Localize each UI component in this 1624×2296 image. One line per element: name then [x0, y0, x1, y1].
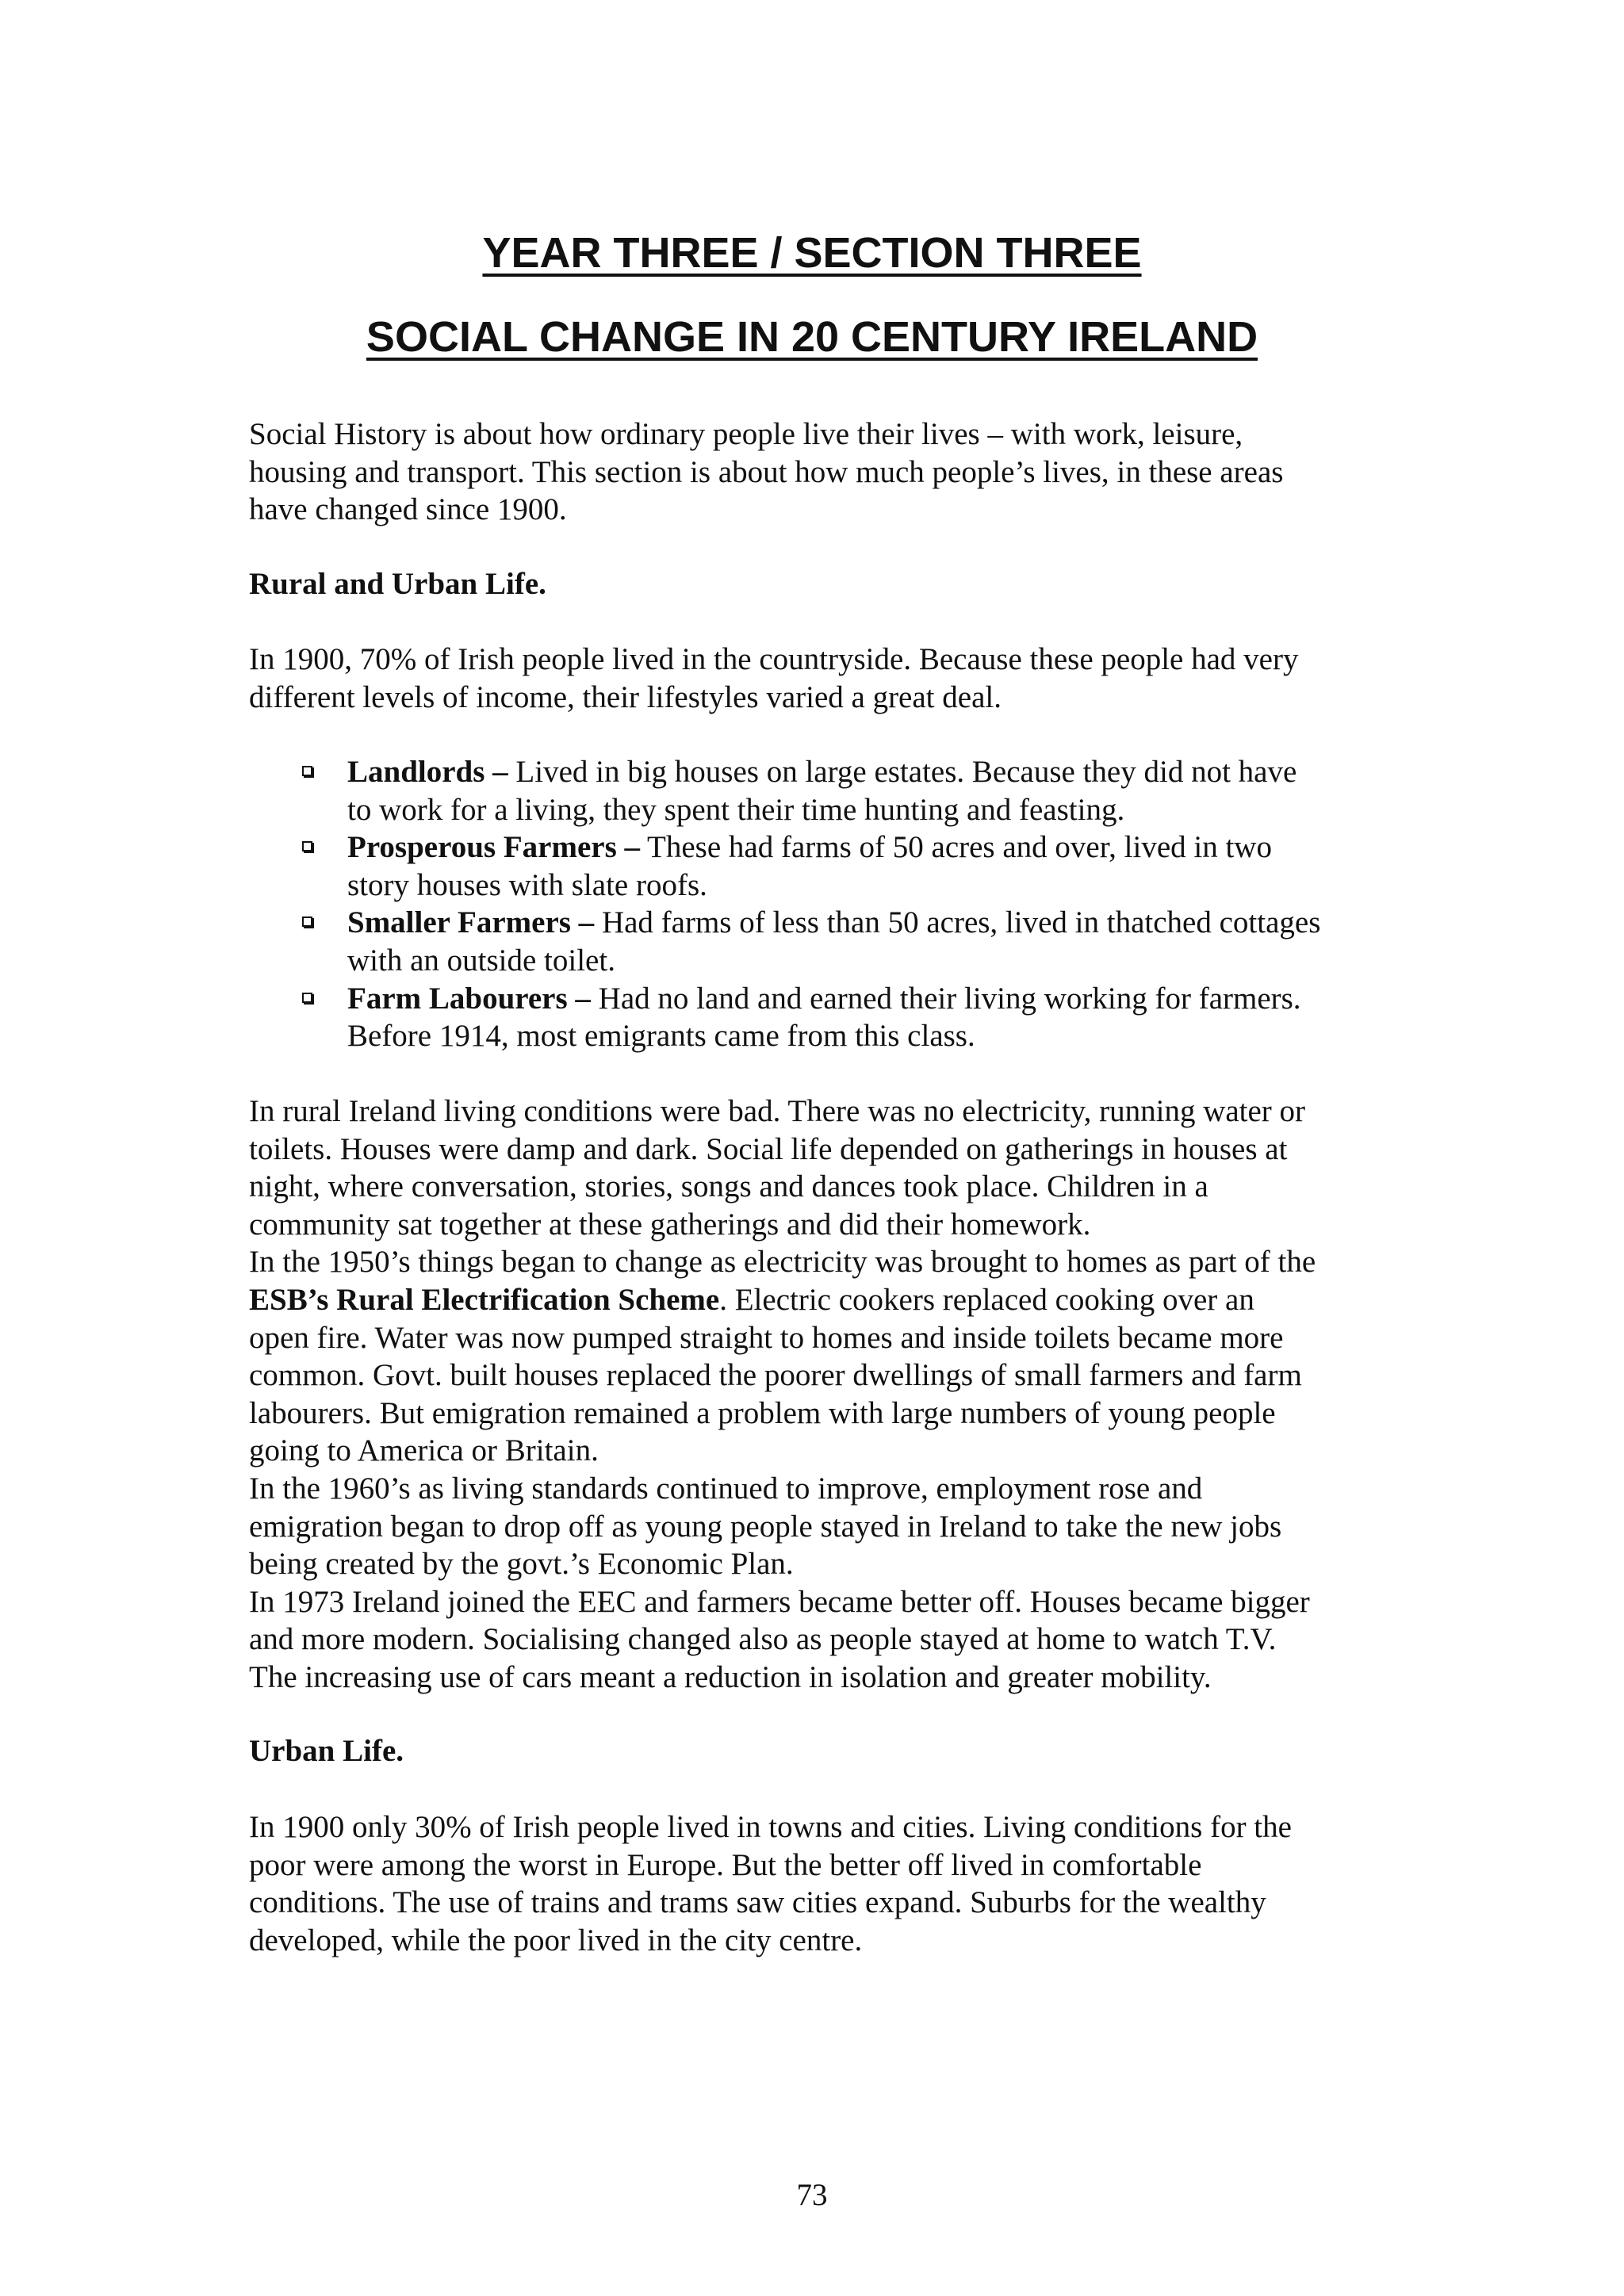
- list-item-smaller-farmers: [249, 904, 1407, 979]
- text-line: Social History is about how ordinary people live their lives – with work, leisure,: [249, 417, 1243, 451]
- list-text: story houses with slate roofs.: [347, 867, 707, 902]
- list-text: Had farms of less than 50 acres, lived in thatched cottages: [594, 905, 1321, 940]
- list-term: Prosperous Farmers –: [347, 830, 640, 865]
- list-term: Smaller Farmers –: [347, 905, 595, 940]
- text-line: poor were among the worst in Europe. But the better off lived in comfortable: [249, 1847, 1202, 1882]
- checkbox-bullet-icon: [302, 766, 312, 776]
- esb-scheme-emphasis: ESB’s Rural Electrification Scheme: [249, 1282, 720, 1317]
- urban-life-heading: Urban Life.: [249, 1734, 404, 1768]
- text-line: open fire. Water was now pumped straight to homes and inside toilets became more: [249, 1320, 1284, 1355]
- text-line: developed, while the poor lived in the city centre.: [249, 1923, 863, 1957]
- text-line: [249, 1281, 1407, 1319]
- page-number: 73: [796, 2178, 828, 2212]
- text-line: going to America or Britain.: [249, 1433, 599, 1468]
- rural-life-paragraph: [249, 1093, 1407, 1697]
- list-item-prosperous-farmers: [249, 828, 1407, 904]
- checkbox-bullet-icon: [302, 916, 312, 927]
- text-line: The increasing use of cars meant a reduction in isolation and greater mobility.: [249, 1659, 1212, 1694]
- list-text: with an outside toilet.: [347, 943, 615, 978]
- rural-intro-paragraph: [249, 641, 1407, 716]
- rural-urban-heading: Rural and Urban Life.: [249, 567, 546, 601]
- text-line: emigration began to drop off as young people stayed in Ireland to take the new jobs: [249, 1509, 1282, 1544]
- text-line: In 1900 only 30% of Irish people lived in towns and cities. Living conditions for the: [249, 1810, 1292, 1844]
- text-line: community sat together at these gatherings and did their homework.: [249, 1207, 1091, 1242]
- text-line: common. Govt. built houses replaced the poorer dwellings of small farmers and farm: [249, 1358, 1302, 1393]
- text-line: conditions. The use of trains and trams saw cities expand. Suburbs for the wealthy: [249, 1885, 1266, 1920]
- list-term: Landlords –: [347, 755, 508, 789]
- list-term: Farm Labourers –: [347, 981, 591, 1016]
- list-text: Had no land and earned their living working for farmers.: [590, 981, 1301, 1016]
- text-line: night, where conversation, stories, songs and dances took place. Children in a: [249, 1169, 1208, 1204]
- text-line: toilets. Houses were damp and dark. Social life depended on gatherings in houses at: [249, 1131, 1288, 1166]
- list-item-farm-labourers: [249, 980, 1407, 1055]
- urban-life-paragraph: [249, 1808, 1407, 1959]
- text-line: In 1900, 70% of Irish people lived in the countryside. Because these people had very: [249, 642, 1299, 676]
- text-line: and more modern. Socialising changed also as people stayed at home to watch T.V.: [249, 1622, 1277, 1657]
- text-line: In the 1960’s as living standards continued to improve, employment rose and: [249, 1471, 1203, 1506]
- list-text: Lived in big houses on large estates. Because they did not have: [508, 755, 1297, 789]
- text-line: different levels of income, their lifestyles varied a great deal.: [249, 679, 1002, 714]
- text-line: have changed since 1900.: [249, 492, 567, 527]
- text-line: In the 1950’s things began to change as electricity was brought to homes as part of the: [249, 1245, 1316, 1280]
- text-line: housing and transport. This section is about how much people’s lives, in these areas: [249, 454, 1284, 489]
- checkbox-bullet-icon: [302, 841, 312, 851]
- list-text: These had farms of 50 acres and over, lived in two: [640, 830, 1272, 865]
- intro-paragraph: [249, 415, 1407, 529]
- section-title: YEAR THREE / SECTION THREE: [482, 229, 1142, 277]
- list-text: Before 1914, most emigrants came from this class.: [347, 1019, 975, 1054]
- checkbox-bullet-icon: [302, 993, 312, 1003]
- social-class-list: [249, 753, 1407, 1055]
- list-item-landlords: [249, 753, 1407, 828]
- text-line: In 1973 Ireland joined the EEC and farmers became better off. Houses became bigger: [249, 1584, 1310, 1619]
- text-line: In rural Ireland living conditions were bad. There was no electricity, running water or: [249, 1094, 1306, 1128]
- text-line: labourers. But emigration remained a problem with large numbers of young people: [249, 1395, 1276, 1430]
- text-line: being created by the govt.’s Economic Plan.: [249, 1547, 794, 1582]
- text-fragment: . Electric cookers replaced cooking over an: [719, 1282, 1254, 1317]
- list-text: to work for a living, they spent their time hunting and feasting.: [347, 792, 1125, 827]
- chapter-title: SOCIAL CHANGE IN 20 CENTURY IRELAND: [366, 313, 1258, 361]
